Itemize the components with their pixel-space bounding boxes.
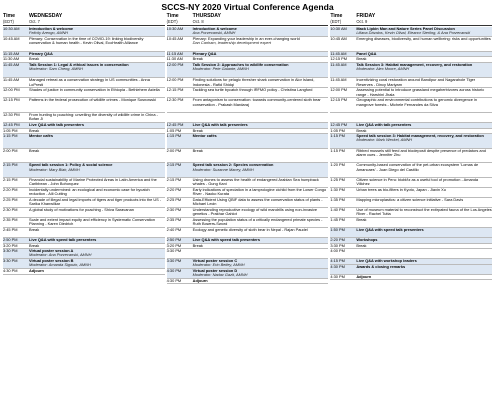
session-row [330, 228, 492, 238]
session-details [193, 123, 329, 127]
session-time: 11:15 AM [166, 50, 183, 56]
session-time: 2:30 PM [3, 207, 18, 213]
session-time: 1:05 PM [330, 127, 345, 133]
time-header-label: Time [3, 13, 16, 19]
session-time: 12:45 PM [330, 122, 347, 128]
session-time: 3:20 PM [166, 242, 182, 248]
session-row [167, 279, 329, 285]
session-time: 1:05 PM [166, 127, 182, 133]
day-column-thursday [167, 14, 329, 284]
session-details [356, 27, 492, 35]
session-title: Panel Q&A [356, 50, 377, 56]
session-title: Shades of justice in community conservation in Ethiopia - Bethlehem Astella [29, 87, 160, 93]
session-details [29, 98, 165, 102]
session-title: Tackling sea turtle bycatch through IRFMO policy - Christina Langford [192, 87, 313, 93]
session-time: 11:45 AM [3, 77, 20, 83]
session-details [29, 129, 165, 133]
session-details [29, 37, 165, 45]
session-details [356, 208, 492, 216]
session-time: 3:30 PM [3, 248, 18, 254]
session-title: Break [356, 56, 367, 62]
session-details [193, 279, 329, 283]
day-header [167, 14, 329, 24]
session-title: Plenary: Conservation in the time of COVID-19: linking biodiversity conservation & human health - Kevin Olival, EcoHealth Alliance [29, 35, 144, 46]
session-row [3, 98, 165, 113]
session-details [29, 244, 165, 248]
session-time: 2:15 PM [166, 177, 182, 183]
session-subtitle: Dan Canham, leadership development expert [192, 40, 271, 46]
session-title: Understanding reproductive ecology of wild mandrills using non-invasive genetics - Prakhar Gahlot [192, 207, 318, 217]
session-subtitle: Moderator: Suzanne Macey, AMNH [192, 166, 254, 172]
session-time: 10:45 AM [166, 35, 184, 41]
session-time: 4:30 PM [3, 268, 18, 274]
session-details [29, 208, 165, 212]
session-time: 12:00 PM [166, 77, 184, 83]
session-row [330, 149, 492, 164]
session-title: Plenary Q&A [192, 50, 217, 56]
session-details [193, 228, 329, 232]
session-title: Break [29, 147, 40, 153]
session-details [29, 178, 165, 186]
session-time: 2:15 PM [3, 162, 18, 168]
session-details [29, 123, 165, 127]
session-time: 3:30 PM [330, 242, 345, 248]
session-title: Emerging diseases, biodiversity, and human wellbeing: risks and opportunities [356, 35, 491, 41]
session-details [29, 134, 165, 138]
session-title: Finding solutions for pelagic thresher shark conservation in Alor Island, Indonesia - Rafid Shidqi [192, 77, 315, 87]
session-title: Mentor cafés [192, 133, 217, 139]
session-row [167, 63, 329, 78]
session-details [193, 244, 329, 248]
session-title: Break [192, 56, 203, 62]
session-details [193, 188, 329, 196]
session-title: Introduction & welcome [192, 25, 237, 31]
session-time: 10:30 AM [3, 25, 20, 31]
session-subtitle: Moderator: Amanda Sigouin, AMNH [29, 262, 91, 268]
session-row [167, 98, 329, 113]
time-header-label: Time [330, 13, 343, 19]
session-subtitle: Moderator: Pete Galante, AMNH [192, 66, 249, 72]
time-header-zone: (EDT) [330, 18, 342, 24]
session-details [29, 188, 165, 196]
session-time: 2:00 PM [166, 147, 182, 153]
session-details [356, 238, 492, 242]
session-row [3, 218, 165, 228]
session-subtitle: Liliana Dávalos, Kevin Olival, Eleanor Sterling, & Ana Porzecanski [356, 30, 471, 36]
session-time: 11:45 AM [330, 50, 347, 56]
session-time: 2:20 PM [330, 237, 345, 243]
session-time: 2:30 PM [166, 207, 182, 213]
session-title: Break [356, 242, 367, 248]
session-title: Using drones to assess the health of endangered Arabian Sea humpback whales - Gung Kani [192, 177, 319, 187]
session-subtitle: Moderator: Nadav Gazit, AMNH [192, 271, 248, 277]
session-title: Adjourn [356, 273, 372, 279]
session-time: 1:45 PM [330, 217, 345, 223]
session-details [193, 98, 329, 106]
session-details [29, 149, 165, 153]
session-title: Citizen science in Peru: biobl/tz as a useful tool of promotion - Amanda Villchez [356, 177, 479, 187]
session-details [29, 27, 165, 35]
day-header-title [29, 14, 165, 24]
session-title: Live Q&A with speed talk presenters [356, 227, 424, 233]
session-time: 11:45 AM [330, 77, 347, 83]
session-title: Plenary: Expanding your leadership in an ever-changing world [192, 35, 300, 41]
session-title: Managed retreat as a conservation strategy in US communities - Anna LoPresti [29, 77, 150, 87]
session-row [330, 265, 492, 275]
session-time: 1:15 PM [3, 133, 18, 139]
session-title: Use of museum material to reconstruct the extirpated fauna of the Los Angeles River - Rachel Tutta [356, 207, 492, 217]
session-details [356, 218, 492, 222]
session-title: Speed talk session 1: Policy & social science [29, 162, 113, 168]
session-title: Break [29, 227, 40, 233]
session-subtitle: Moderator: Erin Betley, AMNH [192, 262, 245, 268]
agenda-columns [3, 14, 492, 284]
session-details [356, 265, 492, 269]
session-time: 12:30 PM [166, 97, 184, 103]
session-subtitle: Ana Porzecanski, AMNH [192, 30, 236, 36]
session-details [356, 163, 492, 171]
session-row [3, 63, 165, 78]
session-title: Mentor cafés [29, 133, 53, 139]
session-row [330, 37, 492, 52]
session-row [3, 249, 165, 259]
time-header [3, 14, 29, 24]
session-title: Talk Session 2: Approaches to wildlife conservation [192, 62, 289, 68]
session-time: 1:50 PM [330, 227, 345, 233]
session-row [330, 275, 492, 281]
session-time: 12:15 PM [330, 56, 347, 62]
session-title: Introduction & welcome [29, 25, 74, 31]
session-time: 12:45 PM [166, 122, 184, 128]
session-details [356, 259, 492, 263]
session-time: 4:30 PM [330, 273, 345, 279]
session-details [193, 218, 329, 226]
session-time: 1:25 PM [330, 177, 345, 183]
session-row [167, 269, 329, 279]
session-list [3, 27, 165, 275]
session-time: 4:30 PM [166, 267, 182, 273]
session-title: Financial sustainability of Marine Protected Areas in Latin America and the Caribbean - John Bohorquez [29, 177, 157, 187]
session-subtitle: Moderator: Mark Weckel, AMNH [356, 137, 413, 143]
session-details [356, 275, 492, 279]
session-details [356, 134, 492, 142]
session-title: Awards & closing remarks [356, 263, 406, 269]
session-time: 12:00 PM [3, 87, 20, 93]
session-details [193, 88, 329, 92]
session-subtitle: Moderator: Alex Moore, AMNH [356, 66, 410, 72]
session-time: 2:45 PM [3, 227, 18, 233]
session-time: 2:35 PM [166, 217, 182, 223]
session-details [193, 208, 329, 216]
day-name: FRIDAY [356, 13, 376, 19]
session-title: Talk Session 1: Legal & ethical issues in conservation [29, 62, 129, 68]
session-title: Incidentally undermined: an ecological and economic case for bycatch reduction - Alli Cutting [29, 187, 150, 197]
session-time: 1:40 PM [330, 207, 345, 213]
session-details [193, 27, 329, 35]
session-details [193, 129, 329, 133]
session-time: 12:15 PM [3, 97, 20, 103]
session-time: 4:00 PM [330, 248, 345, 254]
session-details [356, 98, 492, 106]
session-row [167, 249, 329, 259]
session-details [356, 198, 492, 202]
session-time: 2:40 PM [166, 227, 182, 233]
day-column-friday [330, 14, 492, 280]
session-time: 11:45 AM [330, 62, 347, 68]
session-title: Break [192, 147, 203, 153]
session-title: From hunting to poaching: unveiling the diversity of wildlife crime in China - Bofan Ji [29, 112, 158, 122]
session-time: 1:30 PM [330, 187, 345, 193]
session-title: A decade of illegal and legal imports of tigers and tiger products into the US - Sarika Khanwilkar [29, 197, 162, 207]
session-title: Virtual poster session A [29, 248, 74, 254]
session-time: 1:15 PM [330, 133, 345, 139]
session-row [3, 149, 165, 164]
session-title: Live Q&A with workshop leaders [356, 258, 417, 264]
session-details [29, 163, 165, 171]
session-title: Break [29, 242, 40, 248]
session-details [356, 63, 492, 71]
session-time: 3:30 PM [166, 248, 182, 254]
day-date: Oct. 9 [356, 18, 368, 24]
session-row [330, 208, 492, 218]
session-time: 1:15 PM [330, 147, 345, 153]
session-row [3, 269, 165, 275]
session-title: Assessing the population status of a critically endangered primate species - Ruth Bowers-Sword [192, 217, 323, 227]
session-title: From antagonism to conservation: towards community-centered sloth bear conservation - Prakash Mardaraj [192, 97, 321, 107]
session-title: Break [192, 127, 203, 133]
session-details [193, 37, 329, 45]
session-title: Live Q&A with talk presenters [192, 122, 248, 128]
session-time: 2:50 PM [3, 237, 18, 243]
session-details [29, 78, 165, 86]
session-title: Patterns in the federal prosecution of wildlife crimes - Monique Sosnowski [29, 97, 156, 103]
session-title: Live Q&A with talk presenters [356, 122, 412, 128]
session-subtitle: Moderator: Mary Blair, AMNH [29, 166, 80, 172]
session-details [29, 198, 165, 206]
session-details [356, 244, 492, 248]
session-title: Virtual poster session B [29, 258, 74, 264]
session-time: 2:00 PM [3, 147, 18, 153]
session-row [3, 259, 165, 269]
session-title: Speed talk session 2: Species conservation [192, 162, 274, 168]
session-details [193, 57, 329, 61]
day-header-title [356, 14, 492, 24]
time-header [330, 14, 356, 24]
session-row [330, 98, 492, 113]
session-title: Early indications of speciation in a lamprologine cichlid from the Lower Congo River - Naoko Kurata [192, 187, 327, 197]
session-time: 2:20 PM [166, 187, 182, 193]
session-title: Break [29, 127, 40, 133]
agenda-title: SCCS-NY 2020 Virtual Conference Agenda [161, 2, 334, 12]
session-details [356, 78, 492, 86]
session-details [29, 57, 165, 61]
session-time: 1:35 PM [330, 197, 345, 203]
session-title: Data-Efficient Using QBIF data to assess the conservation status of plants - Michael Lecin [192, 197, 323, 207]
session-row [330, 163, 492, 178]
session-details [29, 113, 165, 121]
session-time: 1:20 PM [330, 162, 345, 168]
session-details [356, 149, 492, 157]
session-time: 10:45 AM [3, 35, 20, 41]
session-row [167, 163, 329, 178]
session-details [356, 37, 492, 41]
session-title: Live Q&A with speed talk presenters [192, 237, 260, 243]
session-title: Community-based conservation of the pet-urban ecosystem 'Lomas de Amancaes' - Juan Diego del Castillo [356, 162, 479, 172]
session-details [356, 178, 492, 186]
day-date: Oct. 8 [192, 18, 204, 24]
session-details [193, 178, 329, 186]
session-time: 3:30 PM [3, 258, 18, 264]
session-title: Talk Session 3: Habitat management, recovery, and restoration [356, 62, 473, 68]
session-title: Break [192, 242, 203, 248]
session-details [193, 269, 329, 277]
session-details [29, 269, 165, 273]
session-row [167, 259, 329, 268]
session-time: 11:45 AM [3, 62, 20, 68]
session-time: 11:30 AM [3, 56, 20, 62]
session-subtitle: Felicity Arengo, AMNH [29, 30, 69, 36]
session-title: Virtual poster session D [192, 267, 238, 273]
session-details [29, 228, 165, 232]
session-title: Break [356, 217, 367, 223]
day-date: Oct. 7 [29, 18, 40, 24]
session-time: 12:00 PM [330, 87, 347, 93]
session-time: 11:30 AM [166, 56, 183, 62]
session-details [193, 63, 329, 71]
day-name: WEDNESDAY [29, 13, 63, 19]
session-details [29, 88, 165, 92]
session-title: Scale and extent impact equity and efficiency in Systematic Conservation Planning - Karen Diedrich [29, 217, 156, 227]
session-row [167, 149, 329, 164]
session-details [29, 238, 165, 242]
session-title: Adjourn [192, 277, 208, 283]
session-list [330, 27, 492, 281]
session-details [356, 188, 492, 192]
session-title: Urban trees as bio-filters in Kyoto, Japan - Jiaxin Xu [356, 187, 446, 193]
session-row [330, 113, 492, 123]
session-row [330, 63, 492, 78]
session-title: A global study of motivations for poaching - Shiva Saravanan [29, 207, 134, 213]
session-title: Incentivizing coral restoration around Bandipur and Nagarahole Tiger Reserves - Dincy Mariyam [356, 77, 476, 87]
session-title: Assessing potential to introduce grassland megaherbivores across historic range - Harshini Jhala [356, 87, 485, 97]
session-row [167, 37, 329, 52]
session-details [356, 88, 492, 96]
session-time: 2:50 PM [166, 237, 182, 243]
day-header [3, 14, 165, 24]
day-header [330, 14, 492, 24]
session-details [193, 238, 329, 242]
session-details [356, 57, 492, 61]
session-title: Break [356, 127, 367, 133]
session-title: Mack Lipkin Man and Nature Series Panel Discussion [356, 25, 455, 31]
session-time: 2:35 PM [3, 217, 18, 223]
session-title: Mapping microplastics: a citizen science initiative - Sara Davis [356, 197, 464, 203]
session-details [193, 163, 329, 171]
session-time: 4:15 PM [330, 258, 345, 264]
session-time: 12:45 PM [3, 122, 20, 128]
session-subtitle: Moderator: Ana Porzecanski, AMNH [29, 252, 92, 258]
day-column-wednesday [3, 14, 165, 275]
session-time: 3:30 PM [166, 258, 182, 264]
time-header [167, 14, 193, 24]
session-title: Break [29, 56, 40, 62]
session-subtitle: Moderator: Sam Cheng, AMNH [29, 66, 83, 72]
session-details [29, 52, 165, 56]
session-details [29, 63, 165, 71]
time-header-zone: (EDT) [3, 18, 14, 24]
session-details [193, 259, 329, 267]
session-title: Plenary Q&A [29, 50, 53, 56]
session-title: Live Q&A with talk presenters [29, 122, 84, 128]
session-row [167, 134, 329, 149]
session-title: Adjourn [29, 268, 44, 274]
session-time: 2:25 PM [3, 197, 18, 203]
session-title: Speed talk session 3: Habitat management, recovery, and restoration [356, 133, 484, 139]
session-time: 10:45 AM [330, 35, 347, 41]
session-time: 2:25 PM [166, 197, 182, 203]
session-time: 2:15 PM [3, 177, 18, 183]
session-time: 4:30 PM [330, 263, 345, 269]
session-time: 10:30 AM [330, 25, 347, 31]
session-details [193, 134, 329, 138]
session-details [356, 129, 492, 133]
session-details [193, 198, 329, 206]
session-details [356, 123, 492, 127]
session-time: 11:15 AM [3, 50, 20, 56]
session-details [29, 218, 165, 226]
session-list [167, 27, 329, 284]
session-time: 10:30 AM [166, 25, 184, 31]
day-header-title [193, 14, 329, 24]
day-name: THURSDAY [192, 13, 222, 19]
session-title: Live Q&A with speed talk presenters [29, 237, 97, 243]
session-row [3, 163, 165, 178]
session-title: Ribbed mussels still feed and biodeposit despite presence of predators and alarm cues - Jennifer Zhu [356, 147, 486, 158]
session-time: 3:20 PM [3, 242, 18, 248]
session-details [356, 228, 492, 232]
session-time: 12:00 PM [166, 62, 184, 68]
session-time: 4:30 PM [166, 277, 182, 283]
session-details [29, 249, 165, 257]
session-details [193, 52, 329, 56]
session-row [330, 134, 492, 149]
session-time: 12:15 PM [166, 87, 184, 93]
session-time: 2:20 PM [3, 187, 18, 193]
session-title: Workshops [356, 237, 378, 243]
session-details [356, 52, 492, 56]
session-title: Geographic and environmental contributions to genomic divergence in mangrove forests - Michele Fernandes da Silva [356, 97, 478, 107]
session-row [3, 134, 165, 149]
session-time: 2:15 PM [166, 162, 182, 168]
time-header-zone: (EDT) [166, 18, 178, 24]
session-details [193, 78, 329, 86]
session-details [29, 259, 165, 267]
session-title: Ecology and genetic diversity of sloth bear in Nepal - Rajan Paudel [192, 227, 308, 233]
session-details [193, 149, 329, 153]
session-title: Virtual poster session C [192, 258, 238, 264]
session-row [3, 37, 165, 52]
session-time: 1:15 PM [166, 133, 182, 139]
time-header-label: Time [166, 13, 179, 19]
session-time: 12:15 PM [330, 97, 347, 103]
session-time: 12:30 PM [3, 112, 20, 118]
session-time: 1:05 PM [3, 127, 18, 133]
